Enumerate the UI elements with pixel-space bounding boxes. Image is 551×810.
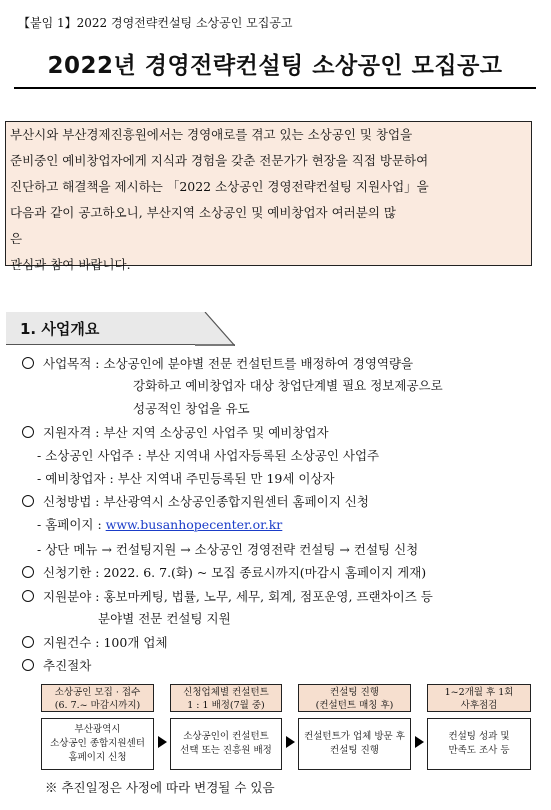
flow-step-consult: 컨설팅 진행 (컨설턴트 매칭 후) bbox=[298, 684, 411, 712]
section-header-slash bbox=[195, 312, 235, 346]
flow-detail-apply: 부산광역시 소상공인 종합지원센터 홈페이지 신청 bbox=[41, 718, 154, 770]
purpose-line: 강화하고 예비창업자 대상 창업단계별 필요 정보제공으로 bbox=[133, 378, 443, 393]
eligibility-item: 지원자격 : 부산 지역 소상공인 사업주 및 예비창업자 bbox=[22, 423, 329, 443]
method-item: 신청방법 : 부산광역시 소상공인종합지원센터 홈페이지 신청 bbox=[22, 492, 369, 512]
count-item: 지원건수 : 100개 업체 bbox=[22, 633, 168, 653]
schedule-note: ※ 추진일정은 사정에 따라 변경될 수 있음 bbox=[45, 780, 275, 795]
arrow-right-icon bbox=[415, 736, 424, 748]
eligibility-sub: - 예비창업자 : 부산 지역내 주민등록된 만 19세 이상자 bbox=[37, 471, 335, 486]
intro-line: 부산시와 부산경제진흥원에서는 경영애로를 겪고 있는 소상공인 및 창업을 bbox=[10, 127, 413, 142]
intro-line: 관심과 참여 바랍니다. bbox=[10, 257, 131, 272]
intro-line: 진단하고 해결책을 제시하는 「2022 소상공인 경영전략컨설팅 지원사업」을 bbox=[10, 179, 429, 194]
circle-bullet-icon bbox=[22, 590, 34, 602]
arrow-right-icon bbox=[286, 736, 295, 748]
circle-bullet-icon bbox=[22, 659, 34, 671]
intro-line: 준비중인 예비창업자에게 지식과 경험을 갖춘 전문가가 현장을 직접 방문하여 bbox=[10, 153, 429, 168]
menu-path: - 상단 메뉴 → 컨설팅지원 → 소상공인 경영전략 컨설팅 → 컨설팅 신청 bbox=[37, 542, 419, 557]
field-item: 지원분야 : 홍보마케팅, 법률, 노무, 세무, 회계, 점포운영, 프랜차이즈 등 bbox=[22, 587, 433, 607]
flow-detail-visit: 컨설턴트가 업체 방문 후 컨설팅 진행 bbox=[298, 718, 411, 770]
circle-bullet-icon bbox=[22, 357, 34, 369]
page-title: 2022년 경영전략컨설팅 소상공인 모집공고 bbox=[14, 47, 536, 89]
flow-detail-select: 소상공인이 컨설턴트 선택 또는 진흥원 배정 bbox=[170, 718, 282, 770]
flow-step-followup: 1~2개월 후 1회 사후점검 bbox=[427, 684, 531, 712]
circle-bullet-icon bbox=[22, 636, 34, 648]
purpose-item: 사업목적 : 소상공인에 분야별 전문 컨설턴트를 배정하여 경영역량을 bbox=[22, 354, 413, 374]
intro-line: 은 bbox=[10, 231, 23, 246]
process-item: 추진절차 bbox=[22, 656, 91, 676]
period-item: 신청기한 : 2022. 6. 7.(화) ~ 모집 종료시까지(마감시 홈페이지 게재) bbox=[22, 563, 426, 583]
purpose-line: 성공적인 창업을 유도 bbox=[133, 401, 250, 416]
homepage-line: - 홈페이지 : www.busanhopecenter.or.kr bbox=[37, 517, 283, 532]
circle-bullet-icon bbox=[22, 426, 34, 438]
intro-box bbox=[5, 121, 532, 272]
flow-step-assign: 신청업체별 컨설턴트 1 : 1 배정(7월 중) bbox=[170, 684, 282, 712]
field-line: 분야별 전문 컨설팅 지원 bbox=[98, 611, 231, 626]
section-title: 1. 사업개요 bbox=[20, 320, 100, 338]
eligibility-sub: - 소상공인 사업주 : 부산 지역내 사업자등록된 소상공인 사업주 bbox=[37, 448, 380, 463]
intro-line: 다음과 같이 공고하오니, 부산지역 소상공인 및 예비창업자 여러분의 많 bbox=[10, 205, 396, 220]
circle-bullet-icon bbox=[22, 566, 34, 578]
flow-step-recruit: 소상공인 모집 · 접수 (6. 7.~ 마감시까지) bbox=[41, 684, 154, 712]
arrow-right-icon bbox=[158, 736, 167, 748]
homepage-link[interactable]: www.busanhopecenter.or.kr bbox=[105, 517, 283, 532]
flow-detail-survey: 컨설팅 성과 및 만족도 조사 등 bbox=[427, 718, 531, 770]
attachment-label: 【붙임 1】2022 경영전략컨설팅 소상공인 모집공고 bbox=[18, 16, 293, 30]
circle-bullet-icon bbox=[22, 495, 34, 507]
